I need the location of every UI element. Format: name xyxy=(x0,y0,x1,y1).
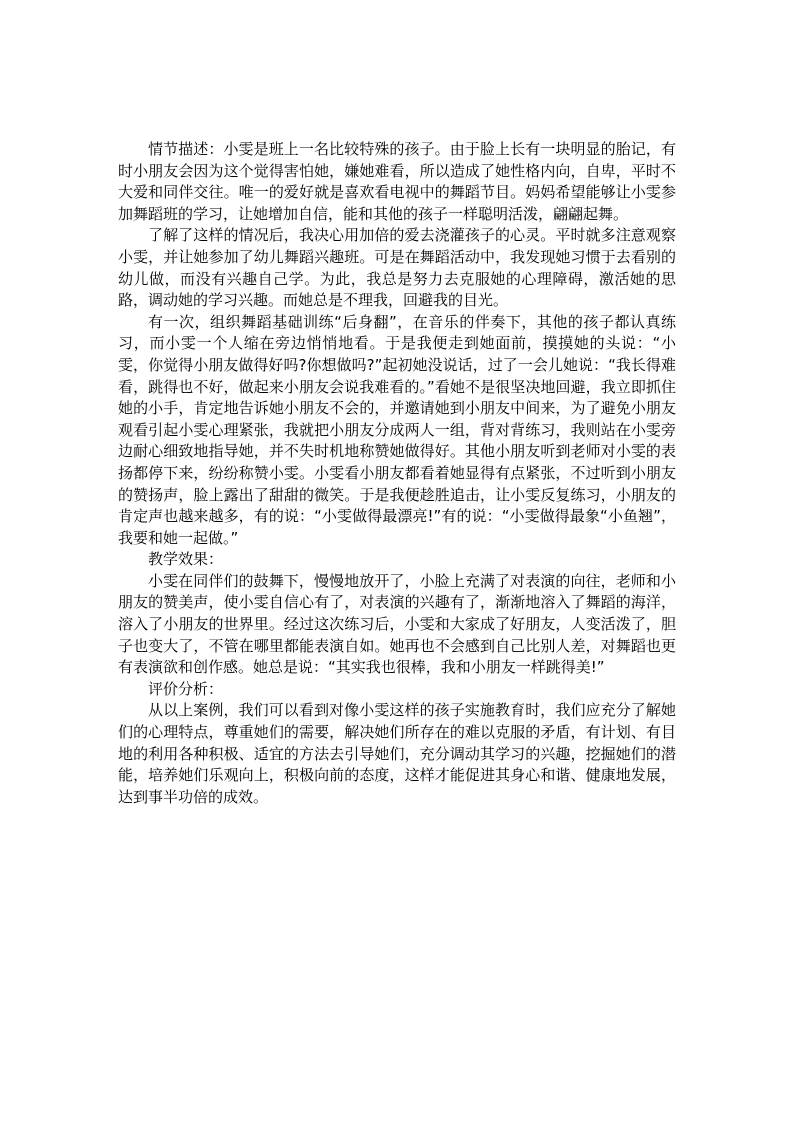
paragraph-evaluation: 从以上案例，我们可以看到对像小雯这样的孩子实施教育时，我们应充分了解她们的心理特点，尊重她们的需要，解决她们所存在的难以克服的矛盾，有计划、有目地的利用各种积极、适宜的方法去引导她们，充分调动其学习的兴趣，挖掘她们的潜能，培养她们乐观向上，积极向前的态度，这样才能促进其身心和谐、健康地发展，达到事半功倍的成效。 xyxy=(118,701,676,806)
paragraph-plot-description: 情节描述：小雯是班上一名比较特殊的孩子。由于脸上长有一块明显的胎记，有时小朋友会因为这个觉得害怕她，嫌她难看，所以造成了她性格内向，自卑，平时不大爱和同伴交往。唯一的爱好就是喜欢看电视中的舞蹈节目。妈妈希望能够让小雯参加舞蹈班的学习，让她增加自信，能和其他的孩子一样聪明活泼，翩翩起舞。 xyxy=(118,140,676,223)
heading-teaching-effect: 教学效果： xyxy=(148,550,224,569)
heading-evaluation: 评价分析： xyxy=(148,679,224,698)
paragraph-teaching-effect: 小雯在同伴们的鼓舞下，慢慢地放开了，小脸上充满了对表演的向往，老师和小朋友的赞美声，使小雯自信心有了，对表演的兴趣有了，渐渐地溶入了舞蹈的海洋，溶入了小朋友的世界里。经过这次练习后，小雯和大家成了好朋友，人变活泼了，胆子也变大了，不管在哪里都能表演自如。她再也不会感到自己比别人差，对舞蹈也更有表演欲和创作感。她总是说：“其实我也很棒，我和小朋友一样跳得美!” xyxy=(118,571,676,677)
paragraph-incident: 有一次，组织舞蹈基础训练“后身翻”，在音乐的伴奏下，其他的孩子都认真练习，而小雯一个人缩在旁边悄悄地看。于是我便走到她面前，摸摸她的头说：“小雯，你觉得小朋友做得好吗?你想做吗?”起初她没说话，过了一会儿她说：“我长得难看，跳得也不好，做起来小朋友会说我难看的。”看她不是很坚决地回避，我立即抓住她的小手，肯定地告诉她小朋友不会的，并邀请她到小朋友中间来，为了避免小朋友观看引起小雯心理紧张，我就把小朋友分成两人一组，背对背练习，我则站在小雯旁边耐心细致地指导她，并不失时机地称赞她做得好。其他小朋友听到老师对小雯的表扬都停下来，纷纷称赞小雯。小雯看小朋友都看着她显得有点紧张，不过听到小朋友的赞扬声，脸上露出了甜甜的微笑。于是我便趁胜追击，让小雯反复练习，小朋友的肯定声也越来越多，有的说：“小雯做得最漂亮!”有的说：“小雯做得最象“小鱼翘”，我要和她一起做。” xyxy=(118,312,676,547)
document-body xyxy=(118,139,676,808)
paragraph-situation: 了解了这样的情况后，我决心用加倍的爱去浇灌孩子的心灵。平时就多注意观察小雯，并让她参加了幼儿舞蹈兴趣班。可是在舞蹈活动中，我发现她习惯于去看别的幼儿做，而没有兴趣自己学。为此，我总是努力去克服她的心理障碍，激活她的思路，调动她的学习兴趣。而她总是不理我，回避我的目光。 xyxy=(118,226,676,310)
